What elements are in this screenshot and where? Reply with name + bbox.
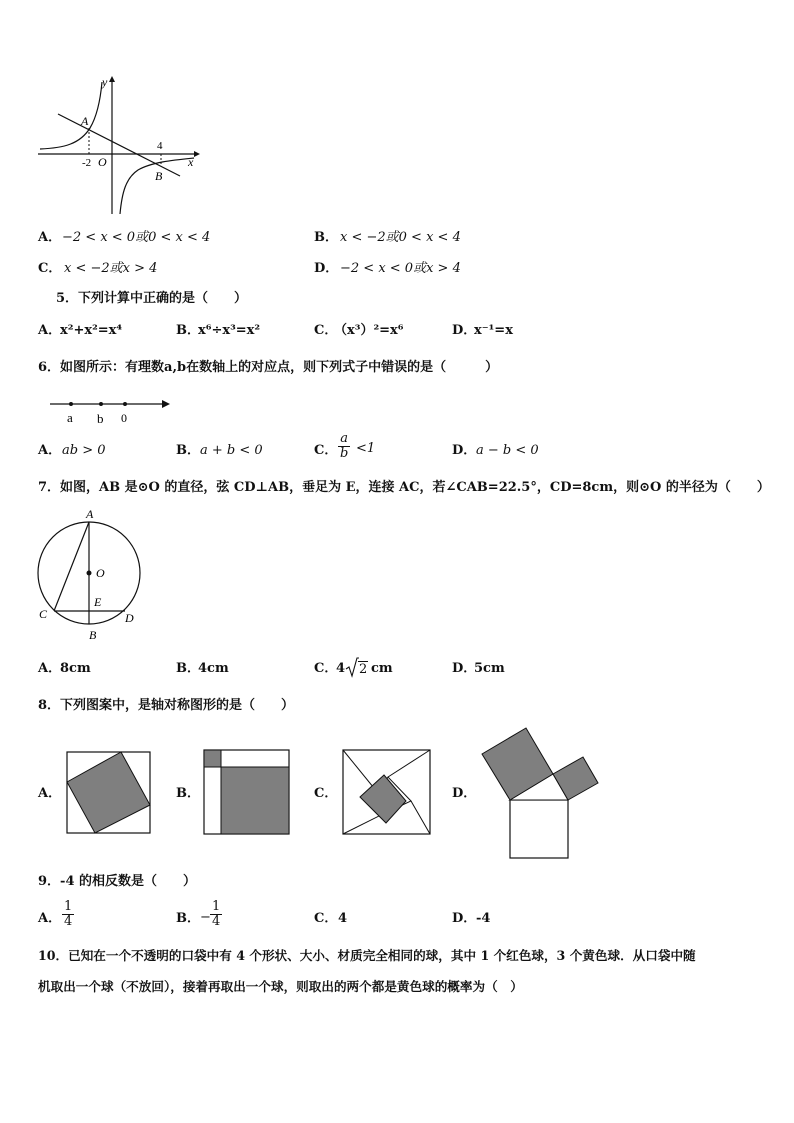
q4-graph: [34, 74, 204, 216]
q6-option-c-letter: C．: [314, 443, 338, 458]
q5-option-d-text: x⁻¹=x: [474, 323, 513, 338]
q8-option-d-letter: D．: [452, 786, 477, 801]
q7-stem: 7．如图，AB 是⊙O 的直径，弦 CD⊥AB，垂足为 E，连接 AC，若∠CAB=22.5°，CD=8cm，则⊙O 的半径为（ ）: [38, 480, 770, 495]
q9-option-b-sign: −: [200, 910, 211, 925]
fig-label-b: B: [89, 628, 97, 642]
q6-option-a-letter: A．: [38, 443, 62, 458]
q4-option-d-letter: D．: [314, 261, 339, 276]
fraction-denominator: b: [340, 446, 349, 461]
fig-label-c: C: [39, 607, 48, 621]
q9-option-c-letter: C．: [314, 911, 338, 926]
q6-option-b-letter: B．: [176, 443, 200, 458]
q9-stem: 9．-4 的相反数是（ ）: [38, 874, 197, 889]
q7-option-c-letter: C．: [314, 661, 338, 676]
q5-option-c-letter: C．: [314, 323, 338, 338]
q6-option-d-text: a − b < 0: [476, 443, 539, 458]
graph-origin: O: [98, 155, 107, 169]
fraction-numerator: 1: [212, 899, 221, 914]
q9-option-c-text: 4: [338, 911, 348, 926]
q9-option-d-letter: D．: [452, 911, 477, 926]
fraction-denominator: 4: [64, 914, 73, 929]
q6-option-d-letter: D．: [452, 443, 477, 458]
fraction-numerator: 1: [64, 899, 73, 914]
q4-option-a-letter: A．: [38, 230, 62, 245]
q5-option-b-text: x⁶÷x³=x²: [198, 323, 261, 338]
q9-option-b-fraction: [210, 900, 222, 929]
q4-option-a-text: −2 < x < 0或0 < x < 4: [62, 230, 211, 245]
graph-tick-4: 4: [157, 140, 163, 152]
q6-option-c-fraction: [338, 432, 350, 461]
q7-circle-figure: [32, 504, 144, 644]
q10-line-2: 机取出一个球（不放回），接着再取出一个球，则取出的两个都是黄色球的概率为（ ）: [38, 979, 523, 994]
q7-option-d-letter: D．: [452, 661, 477, 676]
q8-figure-a: [66, 751, 152, 835]
q10-line-1: 10．已知在一个不透明的口袋中有 4 个形状、大小、材质完全相同的球，其中 1 个红色球，3 个黄色球．从口袋中随: [38, 948, 696, 963]
q6-option-a-text: ab > 0: [62, 443, 106, 458]
graph-point-a: A: [81, 114, 89, 128]
q5-stem: 5．下列计算中正确的是（ ）: [56, 291, 248, 306]
numberline-b: b: [97, 411, 104, 426]
q8-figure-d: [478, 724, 602, 862]
q4-option-d-text: −2 < x < 0或x > 4: [340, 261, 461, 276]
q7-option-c-post: cm: [371, 661, 393, 676]
q7-option-d-text: 5cm: [474, 661, 505, 676]
q7-option-c-pre: 4: [336, 661, 346, 676]
q6-number-line: [44, 394, 174, 428]
q5-option-b-letter: B．: [176, 323, 200, 338]
q7-option-b-text: 4cm: [198, 661, 229, 676]
fig-label-e: E: [94, 595, 102, 609]
q5-option-a-text: x²+x²=x⁴: [60, 323, 123, 338]
numberline-zero: 0: [121, 411, 127, 425]
numberline-a: a: [67, 410, 73, 425]
sqrt-sign-icon: [345, 656, 359, 678]
q9-option-a-fraction: [62, 900, 74, 929]
q7-option-c-radicand: 2: [359, 662, 368, 677]
q4-option-b-text: x < −2或0 < x < 4: [340, 230, 461, 245]
q5-option-c-text: （x³）²=x⁶: [334, 323, 404, 338]
fraction-denominator: 4: [212, 914, 221, 929]
q8-option-c-letter: C．: [314, 786, 338, 801]
q4-option-b-letter: B．: [314, 230, 338, 245]
fig-label-o: O: [96, 566, 105, 580]
q7-option-a-letter: A．: [38, 661, 62, 676]
graph-y-label: y: [102, 75, 108, 89]
fig-label-a: A: [86, 507, 94, 521]
q6-option-b-text: a + b < 0: [200, 443, 263, 458]
q9-option-b-letter: B．: [176, 911, 200, 926]
q9-option-a-letter: A．: [38, 911, 62, 926]
q9-option-d-text: -4: [476, 911, 491, 926]
q8-figure-b: [203, 749, 291, 835]
graph-x-label: x: [188, 155, 194, 169]
q6-option-c-tail: <1: [356, 441, 376, 456]
q8-figure-c: [342, 749, 432, 835]
q7-option-b-letter: B．: [176, 661, 200, 676]
graph-tick-neg2: -2: [82, 157, 92, 169]
q4-option-c-text: x < −2或x > 4: [64, 261, 158, 276]
q4-option-c-letter: C．: [38, 261, 62, 276]
fig-label-d: D: [125, 611, 134, 625]
q8-option-a-letter: A．: [38, 786, 62, 801]
q6-stem: 6．如图所示：有理数a,b在数轴上的对应点，则下列式子中错误的是（ ）: [38, 360, 499, 375]
q5-option-a-letter: A．: [38, 323, 62, 338]
q5-option-d-letter: D．: [452, 323, 477, 338]
q8-stem: 8．下列图案中，是轴对称图形的是（ ）: [38, 698, 295, 713]
graph-point-b: B: [155, 169, 163, 183]
fraction-numerator: a: [338, 432, 350, 447]
q8-option-b-letter: B．: [176, 786, 200, 801]
q7-option-a-text: 8cm: [60, 661, 91, 676]
